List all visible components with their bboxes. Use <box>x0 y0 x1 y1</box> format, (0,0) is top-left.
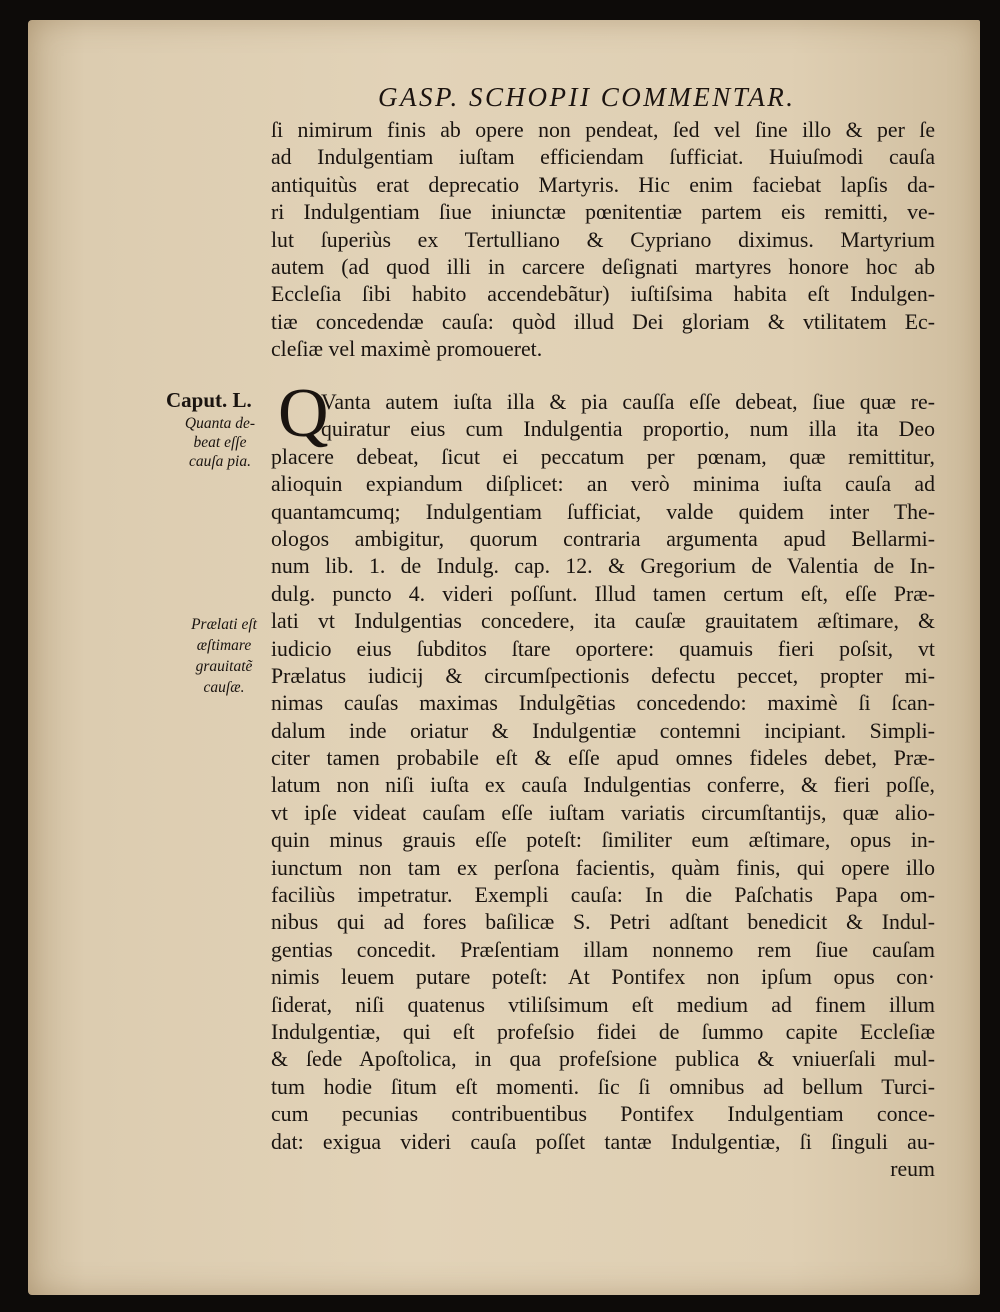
text-line: latum non niſi iuſta ex cauſa Indulgentias conferre, & fieri poſſe, <box>271 773 935 798</box>
top-paragraph <box>271 117 935 364</box>
margin-note-line: cauſa pia. <box>189 453 251 470</box>
margin-note-line: Prælati eſt <box>191 616 257 633</box>
text-line: iunctum non tam ex perſona facientis, quàm finis, qui opere illo <box>271 855 935 880</box>
text-line: reum <box>890 1156 935 1181</box>
text-line: alioquin expiandum diſplicet: an verò minima iuſta cauſa ad <box>271 472 935 497</box>
margin-note-line: cauſæ. <box>203 679 245 696</box>
text-line: ologos ambigitur, quorum contraria argumenta apud Bellarmi- <box>271 526 935 551</box>
text-line: Vanta autem iuſta illa & pia cauſſa eſſe debeat, ſiue quæ re- <box>321 390 935 414</box>
main-paragraph <box>271 389 935 1183</box>
text-line: nimis leuem putare poteſt: At Pontifex non ipſum opus con· <box>271 965 935 990</box>
margin-note-line: beat eſſe <box>193 434 247 451</box>
text-line: lati vt Indulgentias concedere, ita cauſæ grauitatem æſtimare, & <box>271 609 935 634</box>
text-line: autem (ad quod illi in carcere deſignati martyres honore hoc ab <box>271 254 935 279</box>
text-line: iudicio eius ſubditos ſtare oportere: quamuis fieri poſsit, vt <box>271 636 935 661</box>
margin-note-praelati <box>178 614 270 698</box>
text-line: quin minus grauis eſſe poteſt: ſimiliter eum æſtimare, opus in- <box>271 828 935 853</box>
text-line: ri Indulgentiam ſiue iniunctæ pœnitentiæ partem eis remitti, ve- <box>271 200 935 225</box>
margin-note-line: grauitatẽ <box>195 658 253 675</box>
text-line: Prælatus iudicij & circumſpectionis defectu peccet, propter mi- <box>271 663 935 688</box>
text-line: nibus qui ad fores baſilicæ S. Petri adſtant benedicit & Indul- <box>271 910 935 935</box>
margin-note-line: æſtimare <box>196 637 252 654</box>
text-line: gentias concedit. Præſentiam illam nonnemo rem ſiue cauſam <box>271 937 935 962</box>
margin-note-quanta <box>176 414 264 471</box>
text-line: dalum inde oriatur & Indulgentiæ contemni incipiant. Simpli- <box>271 718 935 743</box>
text-line: dat: exigua videri cauſa poſſet tantæ Indulgentiæ, ſi ſinguli au- <box>271 1129 935 1154</box>
margin-note-line: Quanta de- <box>184 415 256 432</box>
text-line: Indulgentiæ, qui eſt profeſsio fidei de ſummo capite Eccleſiæ <box>271 1019 935 1044</box>
text-line: Eccleſia ſibi habito accendebãtur) iuſtiſsima habita eſt Indulgen- <box>271 282 935 307</box>
text-line: faciliùs impetratur. Exempli cauſa: In die Paſchatis Papa om- <box>271 883 935 908</box>
drop-cap: Q <box>278 375 329 452</box>
text-line: ſiderat, niſi quatenus vtiliſsimum eſt medium ad finem illum <box>271 992 935 1017</box>
text-line: tiæ concedendæ cauſa: quòd illud Dei gloriam & vtilitatem Ec- <box>271 309 935 334</box>
text-line: lut ſuperiùs ex Tertulliano & Cypriano diximus. Martyrium <box>271 227 935 252</box>
text-line: ſi nimirum finis ab opere non pendeat, ſed vel ſine illo & per ſe <box>271 118 935 142</box>
running-head: GASP. SCHOPII COMMENTAR. <box>378 82 796 112</box>
text-line: nimas cauſas maximas Indulgẽtias concedendo: maximè ſi ſcan- <box>271 691 935 716</box>
text-line: quantamcumq; Indulgentiam ſufficiat, valde quidem inter The- <box>271 499 935 524</box>
text-line: quiratur eius cum Indulgentia proportio, num illa ita Deo <box>321 417 935 442</box>
chapter-heading: Caput. L. <box>166 388 252 412</box>
text-line: placere debeat, ſicut ei peccatum per pœnam, quæ remittitur, <box>271 444 935 469</box>
text-line: antiquitùs erat deprecatio Martyris. Hic enim faciebat lapſis da- <box>271 172 935 197</box>
text-line: num lib. 1. de Indulg. cap. 12. & Gregorium de Valentia de In- <box>271 554 935 579</box>
text-line: & ſede Apoſtolica, in qua profeſsione publica & vniuerſali mul- <box>271 1047 935 1072</box>
text-line: citer tamen probabile eſt & eſſe apud omnes fideles debet, Præ- <box>271 746 935 771</box>
text-line: tum hodie ſitum eſt momenti. ſic ſi omnibus ad bellum Turci- <box>271 1074 935 1099</box>
text-line: cleſiæ vel maximè promoueret. <box>271 337 543 362</box>
text-line: dulg. puncto 4. videri poſſunt. Illud tamen certum eſt, eſſe Præ- <box>271 581 935 606</box>
text-line: cum pecunias contribuentibus Pontifex Indulgentiam conce- <box>271 1102 935 1127</box>
text-line: vt ipſe videat cauſam eſſe iuſtam variatis circumſtantijs, quæ alio- <box>271 800 935 825</box>
text-line: ad Indulgentiam iuſtam efficiendam ſufficiat. Huiuſmodi cauſa <box>271 145 935 170</box>
